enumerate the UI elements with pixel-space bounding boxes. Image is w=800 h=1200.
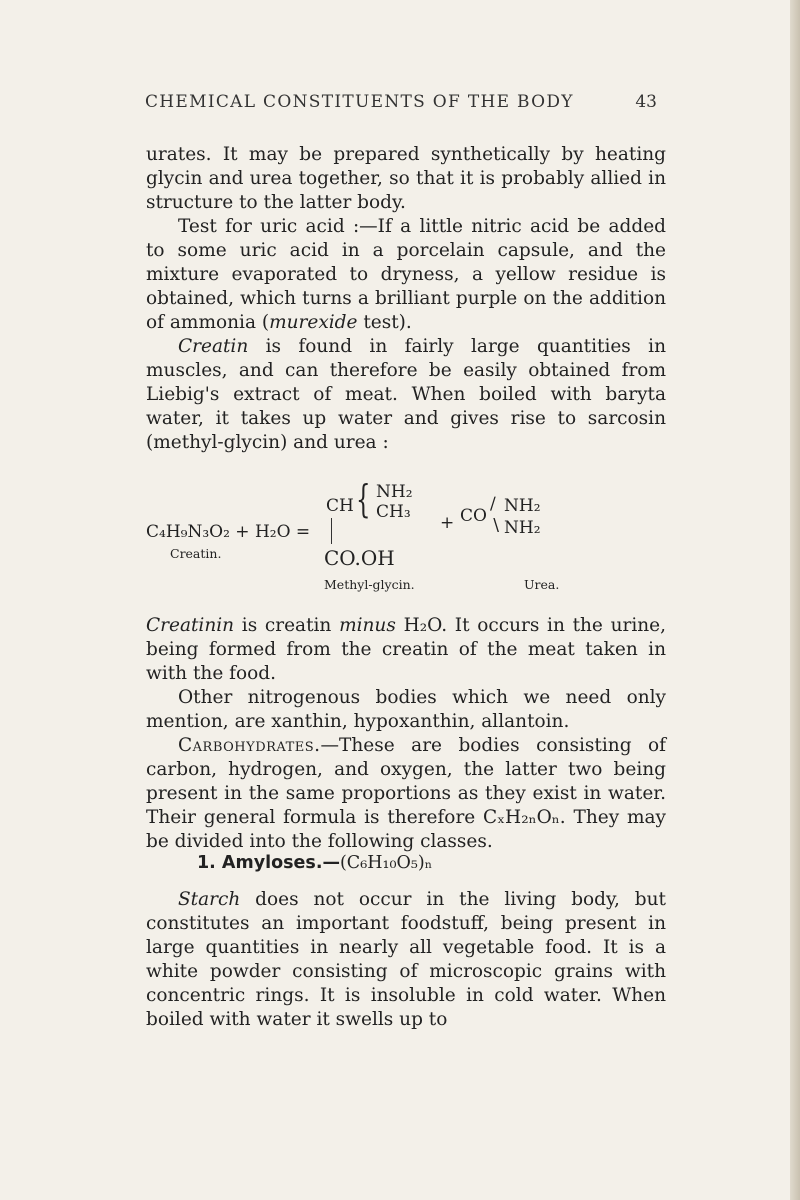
creatin-equation — [146, 477, 666, 600]
amyloses-label: 1. Amyloses.— — [197, 853, 340, 873]
equation-ch: CH — [326, 496, 354, 516]
page-edge — [790, 0, 800, 1200]
equation-vertical-bond — [331, 518, 332, 544]
creatin-term: Creatin — [178, 336, 249, 357]
nitrogenous-text: Other nitrogenous bodies which we need only mention, are xanthin, hypoxanthin, allantoin. — [146, 687, 666, 732]
murexide-term: murexide — [269, 312, 358, 333]
equation-ch3: CH₃ — [376, 502, 411, 522]
equation-lhs: C₄H₉N₃O₂ + H₂O = — [146, 522, 311, 542]
text-block-carbohydrates — [146, 734, 666, 854]
paragraph-urates — [146, 143, 666, 215]
paragraph-urates-text: urates. It may be prepared synthetically by heating glycin and urea together, so that it is probably allied in structure to the latter body. — [146, 144, 666, 213]
equation-nh2-top: NH₂ — [376, 482, 413, 502]
text-block-starch — [146, 888, 666, 1032]
paragraph-nitrogenous — [146, 686, 666, 734]
equation-brace: { — [356, 477, 371, 521]
creatinin-text-end: H₂O. It occurs in the urine, being formed from the creatin of the meat taken in with the food. — [146, 615, 666, 684]
carbohydrates-heading: Carbohydrates. — [178, 735, 321, 756]
equation-co-oh: CO.OH — [324, 546, 395, 570]
text-block-middle — [146, 614, 666, 734]
urea-bond-lower: ∖ — [490, 516, 501, 536]
starch-text: does not occur in the living body, but constitutes an important foodstuff, being present in large quantities in nearly all vegetable food. It is a white powder consisting of microscopic grains with concentric rings. It is insoluble in cold water. When boiled with water it swells up to — [146, 889, 666, 1030]
creatinin-text: is creatin — [234, 615, 340, 636]
carbohydrates-text: —These are bodies consisting of carbon, hydrogen, and oxygen, the latter two being present in the same proportions as they exist in water. Their general formula is therefore CₓH₂ₙOₙ. They may be divided into the following classes. — [146, 735, 666, 852]
paragraph-carbohydrates — [146, 734, 666, 854]
paragraph-uric-test — [146, 215, 666, 335]
minus-term: minus — [339, 615, 396, 636]
header-title: CHEMICAL CONSTITUENTS OF THE BODY — [145, 92, 574, 112]
text-block-top — [146, 143, 666, 455]
paragraph-creatinin — [146, 614, 666, 686]
starch-term: Starch — [178, 889, 241, 910]
page-number: 43 — [635, 92, 657, 112]
section-amyloses — [197, 853, 432, 873]
urea-bond-upper: ∕ — [490, 494, 496, 514]
creatin-text: is found in fairly large quantities in muscles, and can therefore be easily obtained from Liebig's extract of meat. When boiled with baryta water, it takes up water and gives rise to sarcosin (methyl-glycin) and urea : — [146, 336, 666, 453]
uric-test-text-end: test). — [357, 312, 412, 333]
label-urea: Urea. — [524, 577, 560, 592]
paragraph-creatin — [146, 335, 666, 455]
equation-urea-nh2-bottom: NH₂ — [504, 518, 541, 538]
creatinin-term: Creatinin — [146, 615, 235, 636]
equation-urea-nh2-top: NH₂ — [504, 496, 541, 516]
equation-plus: + — [440, 513, 455, 533]
uric-test-text: Test for uric acid :—If a little nitric acid be added to some uric acid in a porcelain capsule, and the mixture evaporated to dryness, a yellow residue is obtained, which turns a brilliant purple on the addition of ammonia ( — [146, 216, 666, 333]
equation-co: CO — [460, 506, 487, 526]
paragraph-starch — [146, 888, 666, 1032]
amyloses-formula: (C₆H₁₀O₅)ₙ — [339, 853, 433, 873]
running-header — [145, 92, 655, 112]
label-creatin: Creatin. — [170, 546, 222, 561]
label-methyl-glycin: Methyl-glycin. — [324, 577, 415, 592]
